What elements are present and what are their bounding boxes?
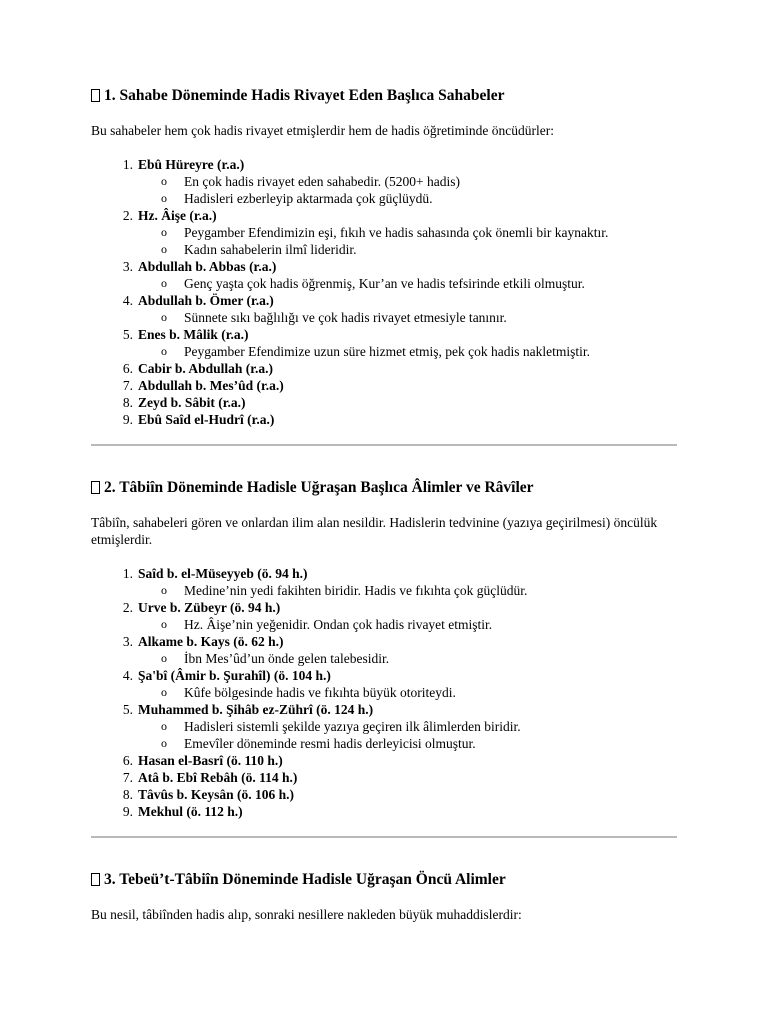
list-item-name: Saîd b. el-Müseyyeb (ö. 94 h.) bbox=[138, 566, 308, 581]
section-2-heading bbox=[91, 478, 534, 498]
sub-list bbox=[138, 173, 608, 207]
bullet-icon: o bbox=[161, 276, 167, 290]
sub-list-text: Peygamber Efendimizin eşi, fıkıh ve hadis sahasında çok önemli bir kaynaktır. bbox=[184, 225, 609, 240]
bullet-icon: o bbox=[161, 685, 167, 699]
missing-glyph-icon bbox=[91, 873, 100, 886]
list-item bbox=[91, 394, 608, 411]
list-item bbox=[91, 599, 527, 633]
list-item-name: Tâvûs b. Keysân (ö. 106 h.) bbox=[138, 787, 295, 802]
bullet-icon: o bbox=[161, 242, 167, 256]
list-item-number: 1. bbox=[122, 566, 133, 581]
section-3-heading bbox=[91, 870, 506, 890]
list-item-name: Ebû Saîd el-Hudrî (r.a.) bbox=[138, 412, 275, 427]
bullet-icon: o bbox=[161, 651, 167, 665]
list-item-number: 9. bbox=[122, 412, 133, 427]
sub-list bbox=[138, 275, 608, 292]
list-item bbox=[91, 565, 527, 599]
sub-list-item bbox=[138, 173, 608, 190]
section-1-title: 1. Sahabe Döneminde Hadis Rivayet Eden Başlıca Sahabeler bbox=[104, 87, 505, 104]
list-item-number: 9. bbox=[122, 804, 133, 819]
list-item bbox=[91, 377, 608, 394]
list-item bbox=[91, 786, 527, 803]
list-item-name: Ebû Hüreyre (r.a.) bbox=[138, 157, 245, 172]
list-item bbox=[91, 207, 608, 258]
list-item bbox=[91, 326, 608, 360]
sub-list-item bbox=[138, 275, 608, 292]
list-item-number: 8. bbox=[122, 787, 133, 802]
list-item bbox=[91, 803, 527, 820]
sub-list-text: En çok hadis rivayet eden sahabedir. (5200+ hadis) bbox=[184, 174, 461, 189]
list-item-number: 1. bbox=[122, 157, 133, 172]
list-item-name: Abdullah b. Abbas (r.a.) bbox=[138, 259, 277, 274]
sub-list bbox=[138, 343, 608, 360]
list-item-name: Şa'bî (Âmir b. Şurahîl) (ö. 104 h.) bbox=[138, 668, 331, 683]
list-item bbox=[91, 633, 527, 667]
section-1-intro: Bu sahabeler hem çok hadis rivayet etmişlerdir hem de hadis öğretiminde öncüdürler: bbox=[91, 123, 554, 138]
sub-list-text: Emevîler döneminde resmi hadis derleyicisi olmuştur. bbox=[184, 736, 476, 751]
list-item bbox=[91, 667, 527, 701]
sub-list-item bbox=[138, 718, 527, 735]
bullet-icon: o bbox=[161, 736, 167, 750]
sub-list-item bbox=[138, 684, 527, 701]
bullet-icon: o bbox=[161, 617, 167, 631]
list-item-number: 8. bbox=[122, 395, 133, 410]
list-item-name: Atâ b. Ebî Rebâh (ö. 114 h.) bbox=[138, 770, 298, 785]
sub-list bbox=[138, 582, 527, 599]
list-item-name: Enes b. Mâlik (r.a.) bbox=[138, 327, 249, 342]
sub-list-item bbox=[138, 650, 527, 667]
sub-list-text: Genç yaşta çok hadis öğrenmiş, Kur’an ve hadis tefsirinde etkili olmuştur. bbox=[184, 276, 585, 291]
list-item bbox=[91, 752, 527, 769]
list-item-number: 5. bbox=[122, 327, 133, 342]
horizontal-divider bbox=[91, 444, 677, 446]
sub-list-text: Hadisleri sistemli şekilde yazıya geçiren ilk âlimlerden biridir. bbox=[184, 719, 521, 734]
sub-list-item bbox=[138, 224, 608, 241]
sub-list-text: Hadisleri ezberleyip aktarmada çok güçlüydü. bbox=[184, 191, 433, 206]
sub-list-text: Hz. Âişe’nin yeğenidir. Ondan çok hadis rivayet etmiştir. bbox=[184, 617, 493, 632]
sub-list-text: Kûfe bölgesinde hadis ve fıkıhta büyük otoriteydi. bbox=[184, 685, 456, 700]
section-2-intro: Tâbiîn, sahabeleri gören ve onlardan ilim alan nesildir. Hadislerin tedvinine (yazıya geçirilmesi) öncülük etmişlerdir. bbox=[91, 515, 658, 547]
bullet-icon: o bbox=[161, 344, 167, 358]
section-1-heading bbox=[91, 86, 504, 106]
list-item-name: Hz. Âişe (r.a.) bbox=[138, 208, 217, 223]
section-3-title: 3. Tebeü’t-Tâbiîn Döneminde Hadisle Uğraşan Öncü Alimler bbox=[104, 871, 506, 888]
sub-list-text: Kadın sahabelerin ilmî lideridir. bbox=[184, 242, 357, 257]
bullet-icon: o bbox=[161, 174, 167, 188]
list-item-name: Urve b. Zübeyr (ö. 94 h.) bbox=[138, 600, 281, 615]
bullet-icon: o bbox=[161, 191, 167, 205]
sub-list-item bbox=[138, 616, 527, 633]
sub-list-item bbox=[138, 309, 608, 326]
list-item-number: 6. bbox=[122, 753, 133, 768]
section-2-title: 2. Tâbiîn Döneminde Hadisle Uğraşan Başlıca Âlimler ve Râvîler bbox=[104, 479, 534, 496]
bullet-icon: o bbox=[161, 310, 167, 324]
bullet-icon: o bbox=[161, 225, 167, 239]
list-item-number: 7. bbox=[122, 770, 133, 785]
section-2-list bbox=[91, 565, 527, 820]
sub-list bbox=[138, 224, 608, 258]
sub-list-item bbox=[138, 241, 608, 258]
sub-list-item bbox=[138, 735, 527, 752]
sub-list bbox=[138, 616, 527, 633]
sub-list-text: İbn Mes’ûd’un önde gelen talebesidir. bbox=[184, 651, 390, 666]
list-item bbox=[91, 292, 608, 326]
list-item-number: 4. bbox=[122, 668, 133, 683]
sub-list bbox=[138, 309, 608, 326]
list-item bbox=[91, 701, 527, 752]
list-item-number: 3. bbox=[122, 259, 133, 274]
list-item-number: 4. bbox=[122, 293, 133, 308]
sub-list-text: Sünnete sıkı bağlılığı ve çok hadis rivayet etmesiyle tanınır. bbox=[184, 310, 507, 325]
missing-glyph-icon bbox=[91, 89, 100, 102]
list-item bbox=[91, 258, 608, 292]
list-item-name: Abdullah b. Mes’ûd (r.a.) bbox=[138, 378, 284, 393]
list-item-name: Abdullah b. Ömer (r.a.) bbox=[138, 293, 274, 308]
list-item-name: Muhammed b. Şihâb ez-Zührî (ö. 124 h.) bbox=[138, 702, 374, 717]
sub-list-item bbox=[138, 190, 608, 207]
list-item-number: 7. bbox=[122, 378, 133, 393]
bullet-icon: o bbox=[161, 719, 167, 733]
horizontal-divider bbox=[91, 836, 677, 838]
sub-list-item bbox=[138, 343, 608, 360]
list-item bbox=[91, 156, 608, 207]
list-item-name: Cabir b. Abdullah (r.a.) bbox=[138, 361, 274, 376]
list-item-name: Zeyd b. Sâbit (r.a.) bbox=[138, 395, 246, 410]
list-item-number: 2. bbox=[122, 600, 133, 615]
list-item-number: 5. bbox=[122, 702, 133, 717]
section-1-list bbox=[91, 156, 608, 428]
sub-list-text: Peygamber Efendimize uzun süre hizmet etmiş, pek çok hadis nakletmiştir. bbox=[184, 344, 591, 359]
sub-list bbox=[138, 718, 527, 752]
sub-list-text: Medine’nin yedi fakihten biridir. Hadis ve fıkıhta çok güçlüdür. bbox=[184, 583, 528, 598]
list-item bbox=[91, 769, 527, 786]
section-3-intro: Bu nesil, tâbiînden hadis alıp, sonraki nesillere nakleden büyük muhaddislerdir: bbox=[91, 907, 522, 922]
list-item bbox=[91, 360, 608, 377]
sub-list bbox=[138, 684, 527, 701]
sub-list bbox=[138, 650, 527, 667]
list-item bbox=[91, 411, 608, 428]
missing-glyph-icon bbox=[91, 481, 100, 494]
list-item-number: 2. bbox=[122, 208, 133, 223]
list-item-name: Hasan el-Basrî (ö. 110 h.) bbox=[138, 753, 283, 768]
list-item-number: 3. bbox=[122, 634, 133, 649]
sub-list-item bbox=[138, 582, 527, 599]
list-item-name: Mekhul (ö. 112 h.) bbox=[138, 804, 243, 819]
list-item-number: 6. bbox=[122, 361, 133, 376]
list-item-name: Alkame b. Kays (ö. 62 h.) bbox=[138, 634, 284, 649]
bullet-icon: o bbox=[161, 583, 167, 597]
